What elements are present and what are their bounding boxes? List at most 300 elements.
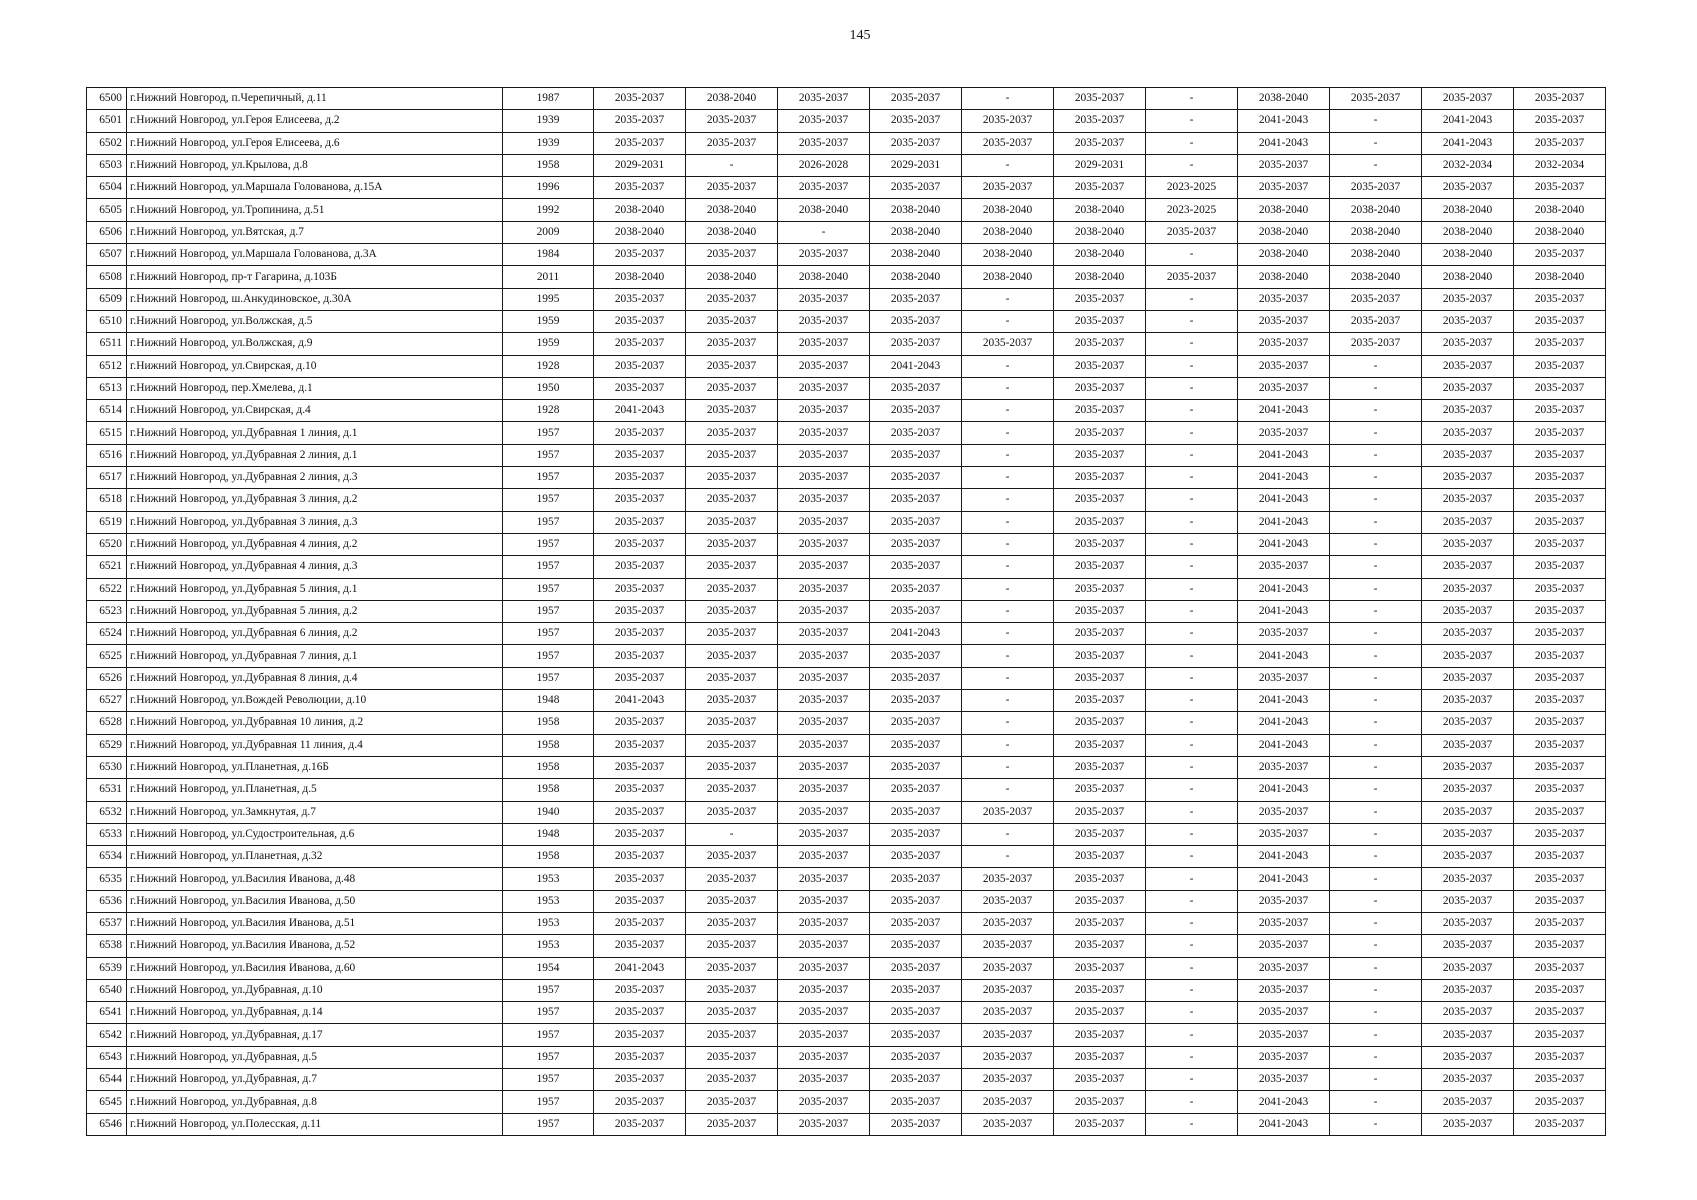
period-cell: 2035-2037 — [870, 667, 962, 689]
table-row — [87, 556, 1606, 578]
address-cell: г.Нижний Новгород, ул.Дубравная 8 линия, д.4 — [127, 667, 503, 689]
period-cell: 2035-2037 — [1422, 489, 1514, 511]
period-cell: 2035-2037 — [1238, 333, 1330, 355]
period-cell: 2035-2037 — [1422, 801, 1514, 823]
period-cell: 2035-2037 — [1238, 756, 1330, 778]
table-row — [87, 266, 1606, 288]
period-cell: - — [1146, 734, 1238, 756]
period-cell: 2035-2037 — [870, 400, 962, 422]
address-cell: г.Нижний Новгород, ул.Дубравная, д.10 — [127, 979, 503, 1001]
year-cell: 1957 — [503, 444, 594, 466]
period-cell: 2035-2037 — [1514, 935, 1606, 957]
period-cell: 2035-2037 — [686, 890, 778, 912]
period-cell: 2035-2037 — [1514, 645, 1606, 667]
period-cell: - — [1330, 801, 1422, 823]
address-cell: г.Нижний Новгород, ул.Маршала Голованова, д.15А — [127, 177, 503, 199]
year-cell: 1957 — [503, 511, 594, 533]
period-cell: - — [962, 355, 1054, 377]
row-number-cell: 6517 — [87, 467, 127, 489]
period-cell: 2038-2040 — [1238, 221, 1330, 243]
table-row — [87, 154, 1606, 176]
period-cell: 2035-2037 — [870, 1091, 962, 1113]
period-cell: 2035-2037 — [870, 868, 962, 890]
address-cell: г.Нижний Новгород, ул.Волжская, д.5 — [127, 310, 503, 332]
period-cell: - — [778, 221, 870, 243]
period-cell: 2041-2043 — [1238, 511, 1330, 533]
table-row — [87, 355, 1606, 377]
period-cell: 2038-2040 — [686, 88, 778, 110]
row-number-cell: 6539 — [87, 957, 127, 979]
period-cell: - — [1330, 868, 1422, 890]
period-cell: 2035-2037 — [870, 1113, 962, 1135]
period-cell: 2035-2037 — [778, 801, 870, 823]
period-cell: 2035-2037 — [1146, 221, 1238, 243]
period-cell: 2035-2037 — [686, 1024, 778, 1046]
period-cell: 2035-2037 — [778, 556, 870, 578]
table-row — [87, 600, 1606, 622]
period-cell: 2035-2037 — [1514, 177, 1606, 199]
period-cell: - — [962, 846, 1054, 868]
period-cell: - — [962, 489, 1054, 511]
year-cell: 1958 — [503, 779, 594, 801]
period-cell: 2035-2037 — [1238, 154, 1330, 176]
period-cell: 2035-2037 — [1054, 444, 1146, 466]
table-row — [87, 467, 1606, 489]
period-cell: 2035-2037 — [1422, 467, 1514, 489]
register-table — [86, 87, 1606, 1136]
period-cell: - — [1330, 690, 1422, 712]
period-cell: 2035-2037 — [686, 645, 778, 667]
table-row — [87, 132, 1606, 154]
period-cell: 2035-2037 — [686, 1046, 778, 1068]
period-cell: 2035-2037 — [962, 1113, 1054, 1135]
period-cell: 2035-2037 — [1422, 712, 1514, 734]
period-cell: 2035-2037 — [1422, 1002, 1514, 1024]
row-number-cell: 6519 — [87, 511, 127, 533]
period-cell: 2041-2043 — [1238, 868, 1330, 890]
period-cell: 2035-2037 — [594, 511, 686, 533]
address-cell: г.Нижний Новгород, ул.Вождей Революции, д.10 — [127, 690, 503, 712]
period-cell: - — [1330, 511, 1422, 533]
period-cell: 2035-2037 — [778, 868, 870, 890]
period-cell: 2035-2037 — [1514, 779, 1606, 801]
period-cell: 2035-2037 — [1054, 1091, 1146, 1113]
period-cell: 2035-2037 — [870, 712, 962, 734]
table-row — [87, 511, 1606, 533]
address-cell: г.Нижний Новгород, ул.Свирская, д.4 — [127, 400, 503, 422]
period-cell: 2038-2040 — [686, 199, 778, 221]
row-number-cell: 6527 — [87, 690, 127, 712]
period-cell: 2035-2037 — [1422, 578, 1514, 600]
period-cell: 2035-2037 — [778, 110, 870, 132]
period-cell: 2035-2037 — [686, 623, 778, 645]
period-cell: - — [1330, 645, 1422, 667]
period-cell: - — [1330, 1002, 1422, 1024]
period-cell: 2035-2037 — [870, 333, 962, 355]
period-cell: 2035-2037 — [1054, 422, 1146, 444]
period-cell: - — [1330, 556, 1422, 578]
period-cell: 2035-2037 — [778, 533, 870, 555]
period-cell: 2038-2040 — [1238, 88, 1330, 110]
period-cell: 2041-2043 — [1238, 1091, 1330, 1113]
period-cell: 2035-2037 — [1514, 1002, 1606, 1024]
period-cell: - — [1146, 244, 1238, 266]
table-row — [87, 712, 1606, 734]
table-row — [87, 110, 1606, 132]
period-cell: 2035-2037 — [1330, 177, 1422, 199]
period-cell: 2038-2040 — [1514, 266, 1606, 288]
period-cell: - — [1146, 957, 1238, 979]
period-cell: 2035-2037 — [870, 734, 962, 756]
period-cell: 2035-2037 — [1054, 132, 1146, 154]
period-cell: 2035-2037 — [870, 935, 962, 957]
address-cell: г.Нижний Новгород, ул.Дубравная 7 линия, д.1 — [127, 645, 503, 667]
period-cell: 2035-2037 — [1422, 288, 1514, 310]
period-cell: 2035-2037 — [686, 556, 778, 578]
period-cell: 2035-2037 — [1422, 556, 1514, 578]
period-cell: 2035-2037 — [1422, 1091, 1514, 1113]
period-cell: 2035-2037 — [686, 400, 778, 422]
period-cell: 2035-2037 — [1422, 1024, 1514, 1046]
row-number-cell: 6536 — [87, 890, 127, 912]
period-cell: 2035-2037 — [1054, 1069, 1146, 1091]
period-cell: - — [1146, 88, 1238, 110]
period-cell: 2041-2043 — [594, 957, 686, 979]
period-cell: 2038-2040 — [1330, 199, 1422, 221]
period-cell: 2035-2037 — [1054, 511, 1146, 533]
period-cell: - — [1330, 667, 1422, 689]
period-cell: 2041-2043 — [594, 690, 686, 712]
period-cell: 2035-2037 — [1422, 177, 1514, 199]
period-cell: 2035-2037 — [1422, 756, 1514, 778]
period-cell: 2035-2037 — [962, 1069, 1054, 1091]
period-cell: 2035-2037 — [962, 1046, 1054, 1068]
address-cell: г.Нижний Новгород, ул.Замкнутая, д.7 — [127, 801, 503, 823]
table-row — [87, 823, 1606, 845]
year-cell: 1957 — [503, 1002, 594, 1024]
period-cell: - — [1330, 823, 1422, 845]
table-row — [87, 310, 1606, 332]
period-cell: 2035-2037 — [1514, 489, 1606, 511]
address-cell: г.Нижний Новгород, ул.Маршала Голованова, д.3А — [127, 244, 503, 266]
period-cell: 2035-2037 — [594, 1113, 686, 1135]
period-cell: 2035-2037 — [1054, 333, 1146, 355]
period-cell: - — [1146, 377, 1238, 399]
period-cell: - — [962, 756, 1054, 778]
period-cell: 2035-2037 — [594, 912, 686, 934]
table-row — [87, 1002, 1606, 1024]
period-cell: 2035-2037 — [686, 734, 778, 756]
period-cell: 2035-2037 — [594, 623, 686, 645]
period-cell: 2035-2037 — [778, 467, 870, 489]
period-cell: 2035-2037 — [1514, 355, 1606, 377]
period-cell: 2035-2037 — [1054, 533, 1146, 555]
period-cell: 2035-2037 — [1238, 890, 1330, 912]
year-cell: 1953 — [503, 890, 594, 912]
period-cell: 2035-2037 — [1054, 779, 1146, 801]
table-row — [87, 935, 1606, 957]
period-cell: 2035-2037 — [870, 756, 962, 778]
period-cell: 2035-2037 — [1422, 868, 1514, 890]
period-cell: 2035-2037 — [1238, 623, 1330, 645]
period-cell: 2038-2040 — [962, 221, 1054, 243]
period-cell: 2035-2037 — [594, 422, 686, 444]
period-cell: 2035-2037 — [1514, 1091, 1606, 1113]
row-number-cell: 6506 — [87, 221, 127, 243]
table-row — [87, 890, 1606, 912]
period-cell: 2035-2037 — [778, 823, 870, 845]
period-cell: 2038-2040 — [1054, 266, 1146, 288]
row-number-cell: 6533 — [87, 823, 127, 845]
period-cell: 2026-2028 — [778, 154, 870, 176]
period-cell: 2035-2037 — [870, 801, 962, 823]
period-cell: 2035-2037 — [1238, 912, 1330, 934]
table-row — [87, 912, 1606, 934]
period-cell: 2035-2037 — [1514, 801, 1606, 823]
period-cell: 2035-2037 — [686, 846, 778, 868]
period-cell: 2038-2040 — [1422, 221, 1514, 243]
period-cell: 2035-2037 — [1422, 667, 1514, 689]
year-cell: 1953 — [503, 868, 594, 890]
period-cell: 2035-2037 — [1422, 645, 1514, 667]
period-cell: 2041-2043 — [870, 355, 962, 377]
row-number-cell: 6544 — [87, 1069, 127, 1091]
year-cell: 1940 — [503, 801, 594, 823]
period-cell: 2035-2037 — [686, 333, 778, 355]
period-cell: 2035-2037 — [870, 489, 962, 511]
period-cell: 2035-2037 — [778, 88, 870, 110]
row-number-cell: 6504 — [87, 177, 127, 199]
period-cell: 2035-2037 — [1514, 244, 1606, 266]
period-cell: 2035-2037 — [594, 244, 686, 266]
period-cell: - — [1146, 801, 1238, 823]
period-cell: 2035-2037 — [1514, 333, 1606, 355]
period-cell: - — [1146, 846, 1238, 868]
period-cell: 2035-2037 — [594, 823, 686, 845]
row-number-cell: 6501 — [87, 110, 127, 132]
period-cell: 2038-2040 — [1422, 266, 1514, 288]
period-cell: 2035-2037 — [594, 444, 686, 466]
row-number-cell: 6509 — [87, 288, 127, 310]
period-cell: - — [1146, 890, 1238, 912]
address-cell: г.Нижний Новгород, ул.Дубравная 3 линия, д.2 — [127, 489, 503, 511]
row-number-cell: 6540 — [87, 979, 127, 1001]
period-cell: - — [1330, 890, 1422, 912]
row-number-cell: 6511 — [87, 333, 127, 355]
address-cell: г.Нижний Новгород, ул.Василия Иванова, д.50 — [127, 890, 503, 912]
period-cell: 2041-2043 — [594, 400, 686, 422]
row-number-cell: 6505 — [87, 199, 127, 221]
period-cell: 2035-2037 — [594, 355, 686, 377]
year-cell: 1957 — [503, 600, 594, 622]
period-cell: - — [1146, 979, 1238, 1001]
row-number-cell: 6526 — [87, 667, 127, 689]
period-cell: - — [1330, 846, 1422, 868]
address-cell: г.Нижний Новгород, пр-т Гагарина, д.103Б — [127, 266, 503, 288]
year-cell: 1957 — [503, 979, 594, 1001]
period-cell: 2038-2040 — [1514, 199, 1606, 221]
period-cell: - — [1330, 1046, 1422, 1068]
address-cell: г.Нижний Новгород, ул.Дубравная, д.8 — [127, 1091, 503, 1113]
period-cell: 2038-2040 — [870, 244, 962, 266]
period-cell: 2035-2037 — [594, 1024, 686, 1046]
table-row — [87, 244, 1606, 266]
period-cell: 2035-2037 — [1514, 1069, 1606, 1091]
year-cell: 1957 — [503, 1024, 594, 1046]
period-cell: 2035-2037 — [1054, 556, 1146, 578]
period-cell: 2035-2037 — [686, 690, 778, 712]
period-cell: 2035-2037 — [778, 600, 870, 622]
period-cell: - — [1146, 756, 1238, 778]
period-cell: 2035-2037 — [594, 110, 686, 132]
year-cell: 1957 — [503, 623, 594, 645]
period-cell: 2035-2037 — [1422, 823, 1514, 845]
period-cell: - — [1146, 779, 1238, 801]
period-cell: 2035-2037 — [870, 957, 962, 979]
period-cell: - — [1330, 712, 1422, 734]
period-cell: - — [1146, 400, 1238, 422]
table-row — [87, 177, 1606, 199]
period-cell: 2035-2037 — [1514, 422, 1606, 444]
period-cell: 2035-2037 — [594, 756, 686, 778]
period-cell: 2041-2043 — [870, 623, 962, 645]
period-cell: - — [1146, 310, 1238, 332]
address-cell: г.Нижний Новгород, ул.Планетная, д.16Б — [127, 756, 503, 778]
period-cell: 2035-2037 — [1422, 310, 1514, 332]
period-cell: 2035-2037 — [870, 556, 962, 578]
period-cell: 2035-2037 — [1514, 690, 1606, 712]
row-number-cell: 6518 — [87, 489, 127, 511]
period-cell: 2035-2037 — [1054, 177, 1146, 199]
period-cell: 2038-2040 — [594, 221, 686, 243]
period-cell: 2035-2037 — [1054, 623, 1146, 645]
period-cell: 2035-2037 — [1514, 556, 1606, 578]
year-cell: 1958 — [503, 154, 594, 176]
period-cell: - — [1146, 467, 1238, 489]
period-cell: 2035-2037 — [778, 511, 870, 533]
period-cell: 2035-2037 — [1422, 533, 1514, 555]
period-cell: 2035-2037 — [778, 355, 870, 377]
period-cell: 2035-2037 — [686, 667, 778, 689]
period-cell: 2035-2037 — [1514, 400, 1606, 422]
period-cell: - — [1146, 556, 1238, 578]
address-cell: г.Нижний Новгород, ул.Планетная, д.32 — [127, 846, 503, 868]
period-cell: 2035-2037 — [778, 912, 870, 934]
period-cell: - — [1146, 690, 1238, 712]
period-cell: 2035-2037 — [1054, 600, 1146, 622]
period-cell: 2035-2037 — [594, 310, 686, 332]
period-cell: 2029-2031 — [594, 154, 686, 176]
period-cell: - — [1146, 1091, 1238, 1113]
year-cell: 1958 — [503, 756, 594, 778]
period-cell: 2035-2037 — [1054, 979, 1146, 1001]
period-cell: 2035-2037 — [870, 846, 962, 868]
period-cell: 2035-2037 — [870, 132, 962, 154]
period-cell: 2035-2037 — [962, 801, 1054, 823]
period-cell: 2029-2031 — [870, 154, 962, 176]
period-cell: 2035-2037 — [686, 422, 778, 444]
period-cell: 2035-2037 — [1422, 623, 1514, 645]
period-cell: - — [1146, 1002, 1238, 1024]
period-cell: 2035-2037 — [778, 489, 870, 511]
period-cell: 2035-2037 — [686, 489, 778, 511]
period-cell: - — [1330, 935, 1422, 957]
period-cell: 2035-2037 — [1054, 1002, 1146, 1024]
period-cell: 2035-2037 — [1238, 1069, 1330, 1091]
period-cell: 2035-2037 — [1514, 712, 1606, 734]
period-cell: - — [962, 690, 1054, 712]
period-cell: 2035-2037 — [1514, 467, 1606, 489]
period-cell: 2035-2037 — [686, 600, 778, 622]
table-row — [87, 1069, 1606, 1091]
period-cell: - — [1146, 912, 1238, 934]
period-cell: 2035-2037 — [962, 957, 1054, 979]
period-cell: 2035-2037 — [778, 690, 870, 712]
table-row — [87, 88, 1606, 110]
address-cell: г.Нижний Новгород, ул.Дубравная 4 линия, д.3 — [127, 556, 503, 578]
period-cell: 2035-2037 — [1514, 1046, 1606, 1068]
address-cell: г.Нижний Новгород, ул.Крылова, д.8 — [127, 154, 503, 176]
period-cell: 2035-2037 — [870, 467, 962, 489]
period-cell: - — [962, 400, 1054, 422]
period-cell: 2035-2037 — [778, 377, 870, 399]
address-cell: г.Нижний Новгород, ш.Анкудиновское, д.30А — [127, 288, 503, 310]
period-cell: 2035-2037 — [686, 355, 778, 377]
period-cell: 2035-2037 — [778, 333, 870, 355]
period-cell: 2038-2040 — [1330, 221, 1422, 243]
period-cell: 2038-2040 — [1238, 244, 1330, 266]
period-cell: 2035-2037 — [1330, 333, 1422, 355]
year-cell: 1959 — [503, 310, 594, 332]
period-cell: 2035-2037 — [1514, 957, 1606, 979]
period-cell: 2035-2037 — [962, 1002, 1054, 1024]
period-cell: 2035-2037 — [1514, 667, 1606, 689]
period-cell: - — [1146, 154, 1238, 176]
period-cell: 2035-2037 — [1054, 310, 1146, 332]
address-cell: г.Нижний Новгород, ул.Дубравная, д.5 — [127, 1046, 503, 1068]
period-cell: 2035-2037 — [870, 979, 962, 1001]
year-cell: 1957 — [503, 556, 594, 578]
year-cell: 1984 — [503, 244, 594, 266]
table-row — [87, 779, 1606, 801]
address-cell: г.Нижний Новгород, ул.Свирская, д.10 — [127, 355, 503, 377]
period-cell: 2032-2034 — [1422, 154, 1514, 176]
table-row — [87, 578, 1606, 600]
period-cell: 2035-2037 — [962, 1024, 1054, 1046]
year-cell: 1928 — [503, 355, 594, 377]
table-row — [87, 288, 1606, 310]
period-cell: - — [962, 310, 1054, 332]
row-number-cell: 6525 — [87, 645, 127, 667]
period-cell: 2035-2037 — [962, 110, 1054, 132]
period-cell: 2035-2037 — [594, 489, 686, 511]
period-cell: 2035-2037 — [1238, 377, 1330, 399]
year-cell: 1953 — [503, 935, 594, 957]
period-cell: 2035-2037 — [686, 1069, 778, 1091]
table-row — [87, 422, 1606, 444]
period-cell: 2035-2037 — [1238, 1024, 1330, 1046]
period-cell: 2035-2037 — [962, 177, 1054, 199]
period-cell: - — [962, 511, 1054, 533]
period-cell: 2035-2037 — [870, 110, 962, 132]
period-cell: 2035-2037 — [870, 1002, 962, 1024]
year-cell: 1995 — [503, 288, 594, 310]
period-cell: - — [1330, 756, 1422, 778]
row-number-cell: 6541 — [87, 1002, 127, 1024]
period-cell: - — [1146, 444, 1238, 466]
period-cell: - — [962, 712, 1054, 734]
year-cell: 1957 — [503, 1091, 594, 1113]
